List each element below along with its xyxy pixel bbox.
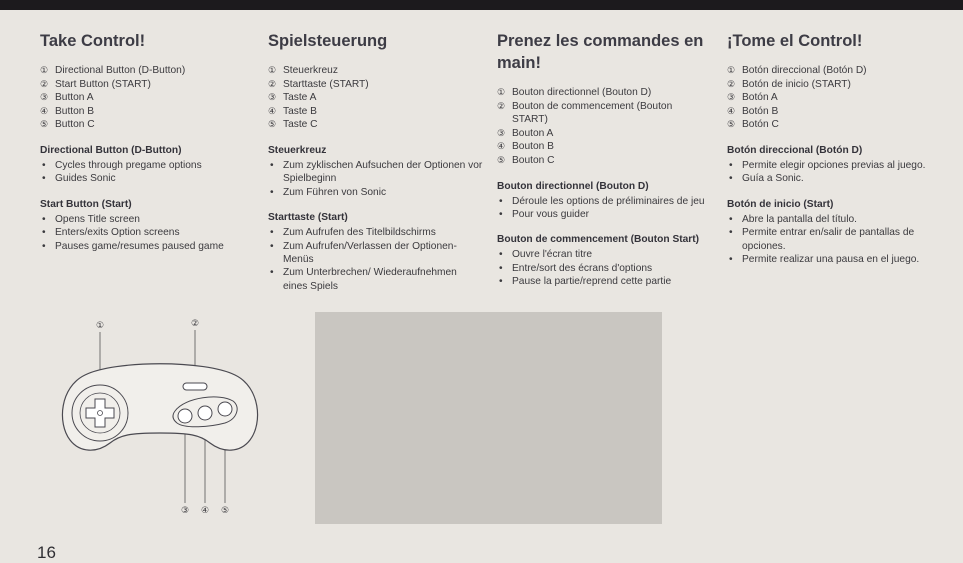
section-heading: Botón de inicio (Start) bbox=[727, 198, 834, 210]
list-item bbox=[497, 140, 705, 154]
column-spanish bbox=[727, 30, 932, 266]
list-item bbox=[268, 91, 483, 105]
callout-number: ① bbox=[497, 87, 506, 97]
list-item bbox=[727, 105, 932, 119]
list-item bbox=[497, 127, 705, 141]
list-item bbox=[268, 118, 483, 132]
bullet-item: • Pauses game/resumes paused game bbox=[40, 240, 265, 253]
callout-number: ③ bbox=[497, 127, 506, 138]
page-number: 16 bbox=[37, 543, 56, 562]
bullet-item: • Zum Aufrufen des Titelbildschirms bbox=[268, 226, 483, 239]
callout-number: ① bbox=[727, 65, 736, 75]
callout-number: ⑤ bbox=[497, 154, 506, 165]
bullet-list bbox=[268, 159, 483, 199]
section-heading: Directional Button (D-Button) bbox=[40, 144, 182, 156]
list-item-label: Button C bbox=[55, 119, 95, 131]
bullet-item: • Permite elegir opciones previas al juego. bbox=[727, 159, 932, 172]
list-item-label: Button A bbox=[55, 92, 94, 104]
list-item bbox=[40, 64, 265, 78]
bullet-list bbox=[268, 226, 483, 293]
bullet-item: • Entre/sort des écrans d'options bbox=[497, 262, 705, 275]
button-list bbox=[268, 64, 483, 132]
callout-number: ④ bbox=[727, 105, 736, 116]
callout-number: ⑤ bbox=[268, 119, 277, 130]
section-heading: Bouton de commencement (Bouton Start) bbox=[497, 234, 700, 246]
column-title: Spielsteuerung bbox=[268, 32, 388, 50]
bullet-item: • Guía a Sonic. bbox=[727, 172, 932, 185]
bullet-item: • Déroule les options de préliminaires de jeu bbox=[497, 195, 705, 208]
bullet-list bbox=[40, 159, 265, 186]
column-title: Take Control! bbox=[40, 32, 146, 50]
bullet-item: • Opens Title screen bbox=[40, 213, 265, 226]
list-item-label: Bouton C bbox=[512, 154, 555, 166]
callout-number: ⑤ bbox=[727, 119, 736, 130]
list-item bbox=[40, 118, 265, 132]
list-item bbox=[497, 154, 705, 168]
list-item bbox=[40, 105, 265, 119]
list-item-label: Bouton B bbox=[512, 141, 554, 153]
bullet-list bbox=[727, 159, 932, 186]
bullet-item: • Cycles through pregame options bbox=[40, 159, 265, 172]
callout-number: ④ bbox=[497, 141, 506, 152]
callout-number: ④ bbox=[40, 105, 49, 116]
list-item-label: Taste A bbox=[283, 92, 317, 104]
gameplay-image-placeholder bbox=[315, 312, 662, 524]
start-button-shape bbox=[183, 383, 207, 390]
list-item bbox=[727, 91, 932, 105]
callout-number: ① bbox=[40, 65, 49, 75]
callout-number: ② bbox=[40, 78, 49, 89]
column-german bbox=[268, 30, 483, 293]
column-title: Prenez les commandes en main! bbox=[497, 32, 704, 72]
bullet-item: • Pause la partie/reprend cette partie bbox=[497, 275, 705, 288]
callout-4: ④ bbox=[200, 506, 210, 515]
list-item-label: Botón direccional (Botón D) bbox=[742, 65, 867, 76]
list-item bbox=[727, 78, 932, 92]
callout-number: ① bbox=[268, 65, 277, 75]
bullet-item: • Zum Unterbrechen/ Wiederaufnehmen eines Spiels bbox=[268, 266, 483, 293]
bullet-item: • Guides Sonic bbox=[40, 172, 265, 185]
list-item bbox=[40, 91, 265, 105]
list-item bbox=[727, 64, 932, 78]
list-item-label: Botón A bbox=[742, 92, 778, 104]
bullet-item: • Zum Aufrufen/Verlassen der Optionen-Menüs bbox=[268, 240, 483, 267]
bullet-item: • Zum zyklischen Aufsuchen der Optionen vor Spielbeginn bbox=[268, 159, 483, 186]
bullet-item: • Permite entrar en/salir de pantallas de opciones. bbox=[727, 226, 932, 253]
list-item-label: Start Button (START) bbox=[55, 78, 151, 90]
bullet-list bbox=[497, 195, 705, 222]
list-item bbox=[497, 86, 705, 100]
list-item-label: Botón C bbox=[742, 119, 779, 131]
button-a-shape bbox=[178, 409, 192, 423]
list-item bbox=[497, 100, 705, 127]
list-item-label: Button B bbox=[55, 105, 95, 117]
button-list bbox=[40, 64, 265, 132]
callout-number: ② bbox=[497, 100, 506, 111]
column-english bbox=[40, 30, 265, 253]
list-item bbox=[268, 64, 483, 78]
section-heading: Bouton directionnel (Bouton D) bbox=[497, 180, 649, 192]
section-heading: Steuerkreuz bbox=[268, 144, 327, 156]
bullet-item: • Pour vous guider bbox=[497, 208, 705, 221]
callout-number: ④ bbox=[268, 105, 277, 116]
list-item-label: Steuerkreuz bbox=[283, 65, 338, 76]
bullet-item: • Enters/exits Option screens bbox=[40, 226, 265, 239]
list-item-label: Botón de inicio (START) bbox=[742, 78, 851, 90]
list-item bbox=[268, 78, 483, 92]
list-item-label: Botón B bbox=[742, 105, 779, 117]
column-title: ¡Tome el Control! bbox=[727, 32, 863, 50]
top-border-bar bbox=[0, 0, 963, 10]
list-item-label: Starttaste (START) bbox=[283, 78, 369, 90]
section-heading: Botón direccional (Botón D) bbox=[727, 144, 863, 156]
list-item-label: Bouton de commencement (Bouton START) bbox=[512, 100, 673, 126]
list-item-label: Directional Button (D-Button) bbox=[55, 65, 186, 76]
bullet-list bbox=[497, 248, 705, 288]
section-heading: Start Button (Start) bbox=[40, 198, 132, 210]
bullet-item: • Abre la pantalla del título. bbox=[727, 213, 932, 226]
callout-3: ③ bbox=[180, 506, 190, 515]
list-item bbox=[40, 78, 265, 92]
bullet-item: • Ouvre l'écran titre bbox=[497, 248, 705, 261]
section-heading: Starttaste (Start) bbox=[268, 212, 348, 224]
callout-5: ⑤ bbox=[220, 506, 230, 515]
button-b-shape bbox=[198, 406, 212, 420]
callout-number: ⑤ bbox=[40, 119, 49, 130]
bullet-list bbox=[727, 213, 932, 267]
bullet-list bbox=[40, 213, 265, 253]
list-item-label: Taste B bbox=[283, 105, 317, 117]
controller-diagram bbox=[55, 315, 265, 515]
button-list bbox=[497, 86, 705, 168]
bullet-item: • Zum Führen von Sonic bbox=[268, 186, 483, 199]
callout-number: ② bbox=[268, 78, 277, 89]
list-item-label: Bouton A bbox=[512, 127, 554, 139]
button-c-shape bbox=[218, 402, 232, 416]
callout-number: ③ bbox=[268, 92, 277, 103]
column-french bbox=[497, 30, 705, 289]
callout-2: ② bbox=[190, 319, 200, 329]
callout-1: ① bbox=[95, 321, 105, 331]
callout-number: ③ bbox=[40, 92, 49, 103]
callout-number: ② bbox=[727, 78, 736, 89]
list-item bbox=[727, 118, 932, 132]
callout-number: ③ bbox=[727, 92, 736, 103]
button-list bbox=[727, 64, 932, 132]
list-item-label: Taste C bbox=[283, 119, 318, 131]
list-item-label: Bouton directionnel (Bouton D) bbox=[512, 87, 652, 98]
list-item bbox=[268, 105, 483, 119]
bullet-item: • Permite realizar una pausa en el juego. bbox=[727, 253, 932, 266]
